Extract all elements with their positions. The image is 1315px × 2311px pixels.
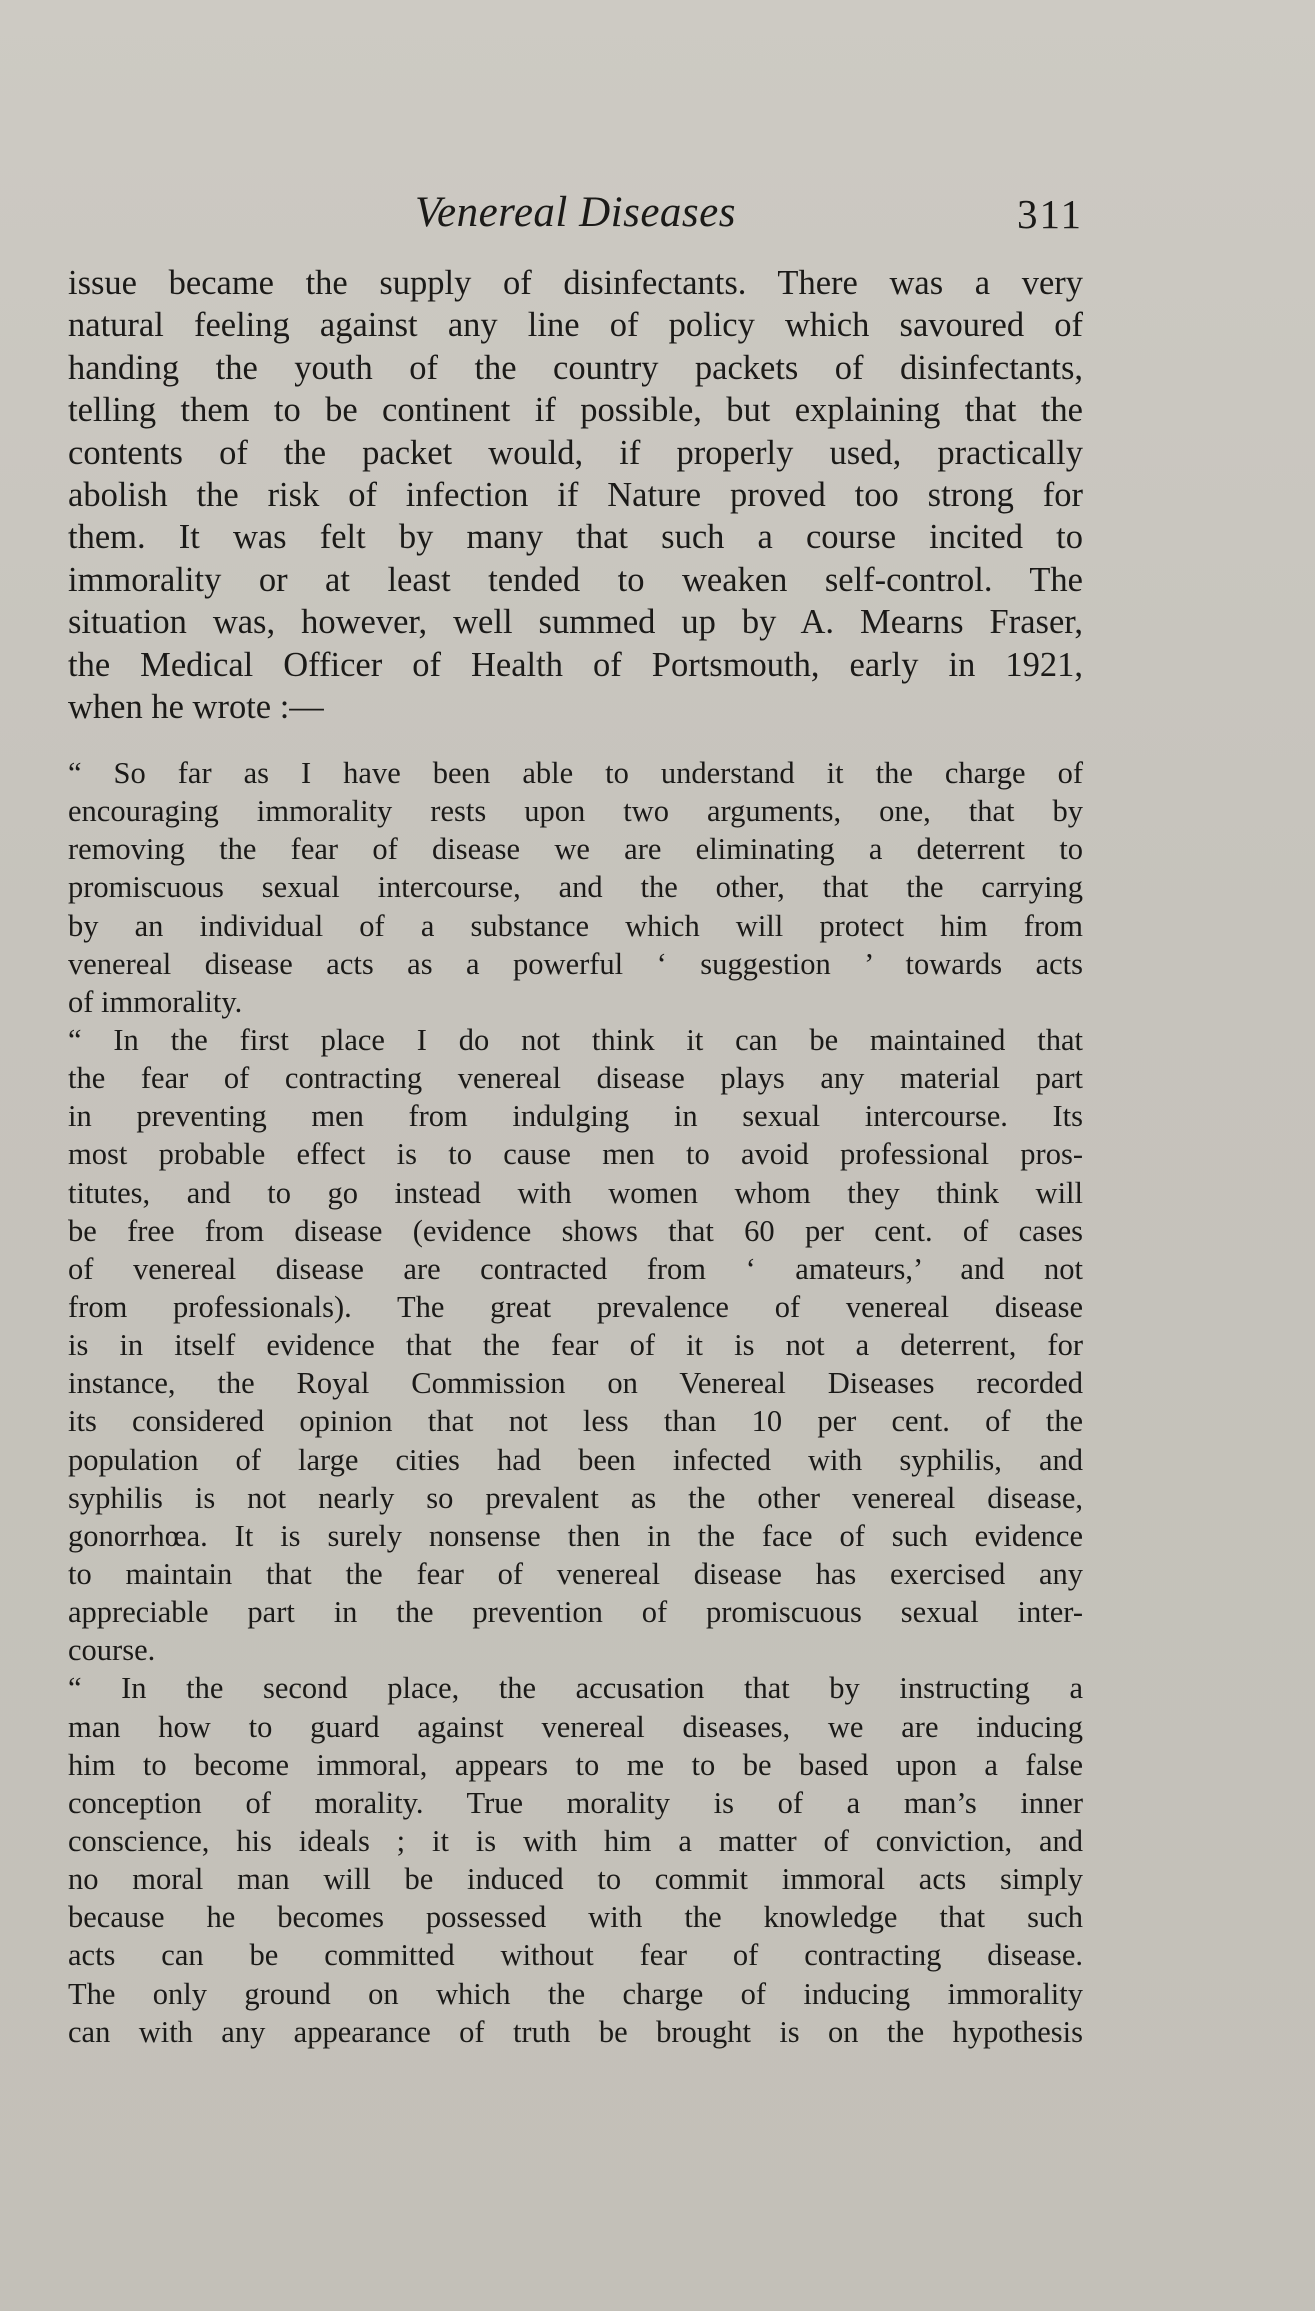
text-line: contents of the packet would, if properly used, practically [68, 433, 1083, 472]
quote-line: syphilis is not nearly so prevalent as the other venereal disease, [68, 1480, 1083, 1515]
quote-line: man how to guard against venereal diseases, we are inducing [68, 1709, 1083, 1744]
body-paragraph [68, 262, 1083, 728]
quote-line: course. [68, 1633, 156, 1668]
quote-line: because he becomes possessed with the knowledge that such [68, 1900, 1083, 1935]
quote-line: removing the fear of disease we are eliminating a deterrent to [68, 832, 1083, 867]
text-line: them. It was felt by many that such a course incited to [68, 518, 1083, 557]
quote-line: encouraging immorality rests upon two arguments, one, that by [68, 794, 1083, 829]
quote-line: instance, the Royal Commission on Venereal Diseases recorded [68, 1366, 1083, 1401]
quote-line: promiscuous sexual intercourse, and the other, that the carrying [68, 870, 1083, 905]
quote-line: is in itself evidence that the fear of it is not a deterrent, for [68, 1328, 1083, 1363]
running-head [68, 188, 1083, 248]
quote-line: appreciable part in the prevention of promiscuous sexual inter- [68, 1595, 1083, 1630]
page-number: 311 [1017, 191, 1083, 237]
quote-line: the fear of contracting venereal disease plays any material part [68, 1061, 1083, 1096]
quote-line: “ So far as I have been able to understand it the charge of [68, 756, 1083, 790]
quote-line: to maintain that the fear of venereal disease has exercised any [68, 1556, 1083, 1591]
quote-line: its considered opinion that not less than 10 per cent. of the [68, 1404, 1083, 1439]
quote-line: be free from disease (evidence shows that 60 per cent. of cases [68, 1213, 1083, 1248]
quote-line: by an individual of a substance which will protect him from [68, 908, 1083, 943]
quote-line: population of large cities had been infected with syphilis, and [68, 1442, 1083, 1477]
quote-line: “ In the first place I do not think it can be maintained that [68, 1022, 1083, 1057]
quote-line: venereal disease acts as a powerful ‘ suggestion ’ towards acts [68, 946, 1083, 981]
text-line: when he wrote :— [68, 687, 324, 726]
running-title: Venereal Diseases [415, 189, 736, 236]
quote-line: him to become immoral, appears to me to be based upon a false [68, 1747, 1083, 1782]
text-line: immorality or at least tended to weaken self-control. The [68, 560, 1083, 599]
text-line: telling them to be continent if possible, but explaining that the [68, 391, 1083, 430]
quote-line: conscience, his ideals ; it is with him a matter of conviction, and [68, 1823, 1083, 1858]
quote-line: from professionals). The great prevalence of venereal disease [68, 1289, 1083, 1324]
text-line: natural feeling against any line of policy which savoured of [68, 306, 1083, 345]
quote-line: acts can be committed without fear of contracting disease. [68, 1938, 1083, 1973]
quote-line: in preventing men from indulging in sexual intercourse. Its [68, 1099, 1083, 1134]
quote-line: The only ground on which the charge of inducing immorality [68, 1976, 1083, 2011]
text-line: handing the youth of the country packets of disinfectants, [68, 348, 1083, 387]
quote-line: of immorality. [68, 984, 243, 1019]
quote-line: of venereal disease are contracted from ‘ amateurs,’ and not [68, 1251, 1083, 1286]
text-line: abolish the risk of infection if Nature proved too strong for [68, 475, 1083, 514]
text-line: the Medical Officer of Health of Portsmouth, early in 1921, [68, 645, 1083, 684]
quote-line: most probable effect is to cause men to avoid professional pros- [68, 1137, 1083, 1172]
quote-line: can with any appearance of truth be brought is on the hypothesis [68, 2014, 1083, 2049]
quote-line: gonorrhœa. It is surely nonsense then in the face of such evidence [68, 1518, 1083, 1553]
quote-line: no moral man will be induced to commit immoral acts simply [68, 1862, 1083, 1897]
text-line: issue became the supply of disinfectants. There was a very [68, 264, 1083, 302]
quote-line: “ In the second place, the accusation that by instructing a [68, 1671, 1083, 1706]
block-quote [68, 754, 1083, 2051]
quote-line: titutes, and to go instead with women whom they think will [68, 1175, 1083, 1210]
text-line: situation was, however, well summed up by A. Mearns Fraser, [68, 603, 1083, 642]
quote-line: conception of morality. True morality is of a man’s inner [68, 1785, 1083, 1820]
